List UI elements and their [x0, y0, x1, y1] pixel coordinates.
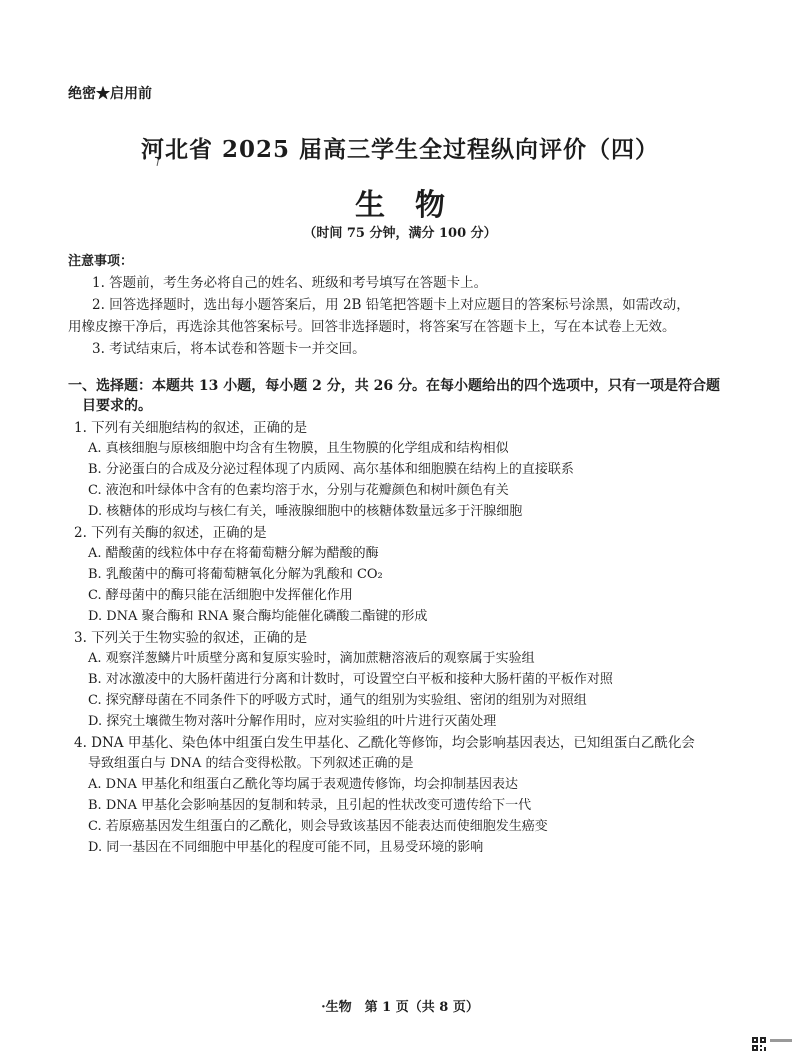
- question-1-option-a: A. 真核细胞与原核细胞中均含有生物膜，且生物膜的化学组成和结构相似: [88, 441, 509, 456]
- question-1-stem: 1. 下列有关细胞结构的叙述，正确的是: [74, 420, 308, 436]
- question-4-option-b: B. DNA 甲基化会影响基因的复制和转录，且引起的性状改变可遗传给下一代: [88, 798, 532, 813]
- question-3-option-c: C. 探究酵母菌在不同条件下的呼吸方式时，通气的组别为实验组、密闭的组别为对照组: [88, 693, 587, 708]
- question-4-stem-line-1: 4. DNA 甲基化、染色体中组蛋白发生甲基化、乙酰化等修饰，均会影响基因表达，已知组蛋白乙酰化会: [74, 735, 695, 751]
- question-4-option-a: A. DNA 甲基化和组蛋白乙酰化等均属于表观遗传修饰，均会抑制基因表达: [88, 777, 518, 792]
- question-4-option-c: C. 若原癌基因发生组蛋白的乙酰化，则会导致该基因不能表达而使细胞发生癌变: [88, 819, 548, 834]
- question-3-stem: 3. 下列关于生物实验的叙述，正确的是: [74, 630, 308, 646]
- question-3-option-a: A. 观察洋葱鳞片叶质壁分离和复原实验时，滴加蔗糖溶液后的观察属于实验组: [88, 651, 535, 666]
- subject-title: 生物: [355, 188, 475, 223]
- scanner-watermark: [770, 1038, 792, 1044]
- question-1-option-c: C. 液泡和叶绿体中含有的色素均溶于水，分别与花瓣颜色和树叶颜色有关: [88, 483, 509, 498]
- notice-heading: 注意事项：: [68, 254, 134, 269]
- question-2-option-d: D. DNA 聚合酶和 RNA 聚合酶均能催化磷酸二酯键的形成: [88, 609, 428, 624]
- question-1-option-b: B. 分泌蛋白的合成及分泌过程体现了内质网、高尔基体和细胞膜在结构上的直接联系: [88, 462, 574, 477]
- question-4-option-d: D. 同一基因在不同细胞中甲基化的程度可能不同，且易受环境的影响: [88, 840, 484, 855]
- question-3-option-d: D. 探究土壤微生物对落叶分解作用时，应对实验组的叶片进行灭菌处理: [88, 714, 497, 729]
- page-footer: ·生物 第 1 页（共 8 页）: [321, 1000, 479, 1015]
- time-info: （时间 75 分钟，满分 100 分）: [303, 226, 497, 241]
- question-4-stem-line-2: 导致组蛋白与 DNA 的结合变得松散。下列叙述正确的是: [88, 756, 414, 771]
- confidential-label: 绝密★启用前: [68, 86, 152, 102]
- notice-item-2-line-2: 用橡皮擦干净后，再选涂其他答案标号。回答非选择题时，将答案写在答题卡上，写在本试卷上无效。: [68, 319, 676, 335]
- question-2-option-a: A. 醋酸菌的线粒体中存在将葡萄糖分解为醋酸的酶: [88, 546, 379, 561]
- question-2-stem: 2. 下列有关酶的叙述，正确的是: [74, 525, 267, 541]
- qr-code-icon: [752, 1037, 766, 1051]
- notice-item-2-line-1: 2. 回答选择题时，选出每小题答案后，用 2B 铅笔把答题卡上对应题目的答案标号涂黑，如需改动，: [92, 297, 690, 313]
- question-2-option-b: B. 乳酸菌中的酶可将葡萄糖氧化分解为乳酸和 CO₂: [88, 567, 383, 582]
- section-heading-line-2: 目要求的。: [82, 398, 152, 414]
- section-heading-line-1: 一、选择题：本题共 13 小题，每小题 2 分，共 26 分。在每小题给出的四个选项中，只有一项是符合题: [68, 378, 720, 394]
- question-3-option-b: B. 对冰激凌中的大肠杆菌进行分离和计数时，可设置空白平板和接种大肠杆菌的平板作对照: [88, 672, 613, 687]
- question-2-option-c: C. 酵母菌中的酶只能在活细胞中发挥催化作用: [88, 588, 353, 603]
- notice-item-3: 3. 考试结束后，将本试卷和答题卡一并交回。: [92, 341, 366, 357]
- exam-title: 河北省 2025 届高三学生全过程纵向评价（四）: [140, 136, 660, 163]
- question-1-option-d: D. 核糖体的形成均与核仁有关，唾液腺细胞中的核糖体数量远多于汗腺细胞: [88, 504, 523, 519]
- notice-item-1: 1. 答题前，考生务必将自己的姓名、班级和考号填写在答题卡上。: [92, 275, 488, 291]
